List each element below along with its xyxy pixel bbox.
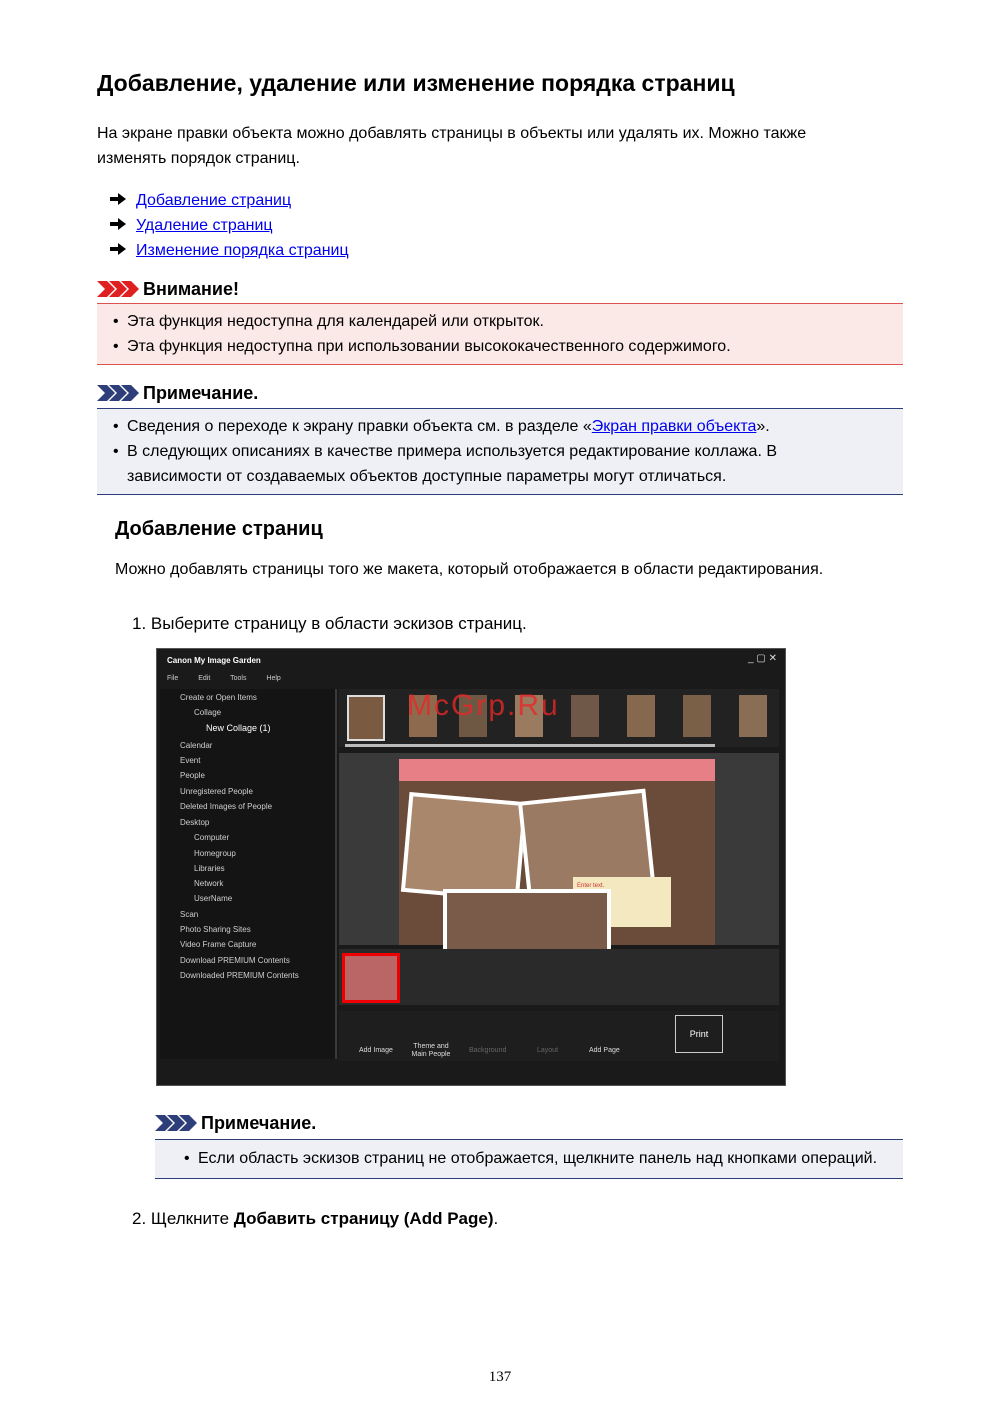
note-box-2 xyxy=(155,1139,903,1179)
tree-item: Homegroup xyxy=(194,849,236,858)
tree-item: Scan xyxy=(180,910,199,919)
link-row-delete[interactable] xyxy=(110,213,273,238)
section-heading: Добавление страниц xyxy=(115,518,323,540)
list-item: • Если область эскизов страниц не отображается, щелкните панель над кнопками операций. xyxy=(184,1150,878,1167)
step-1: 1. Выберите страницу в области эскизов страниц. xyxy=(132,614,527,633)
page-thumbnail-selected[interactable] xyxy=(342,953,400,1003)
page-thumbnail-area[interactable] xyxy=(339,949,779,1005)
operation-toolbar[interactable] xyxy=(339,1011,779,1061)
sidebar-tree[interactable] xyxy=(160,689,337,1059)
page-title: Добавление, удаление или изменение порядка страниц xyxy=(97,70,735,96)
app-title: Canon My Image Garden xyxy=(167,656,261,665)
tree-item: UserName xyxy=(194,894,233,903)
add-page-button[interactable]: Add Page xyxy=(589,1047,620,1054)
tree-item: Download PREMIUM Contents xyxy=(180,956,290,965)
photo-thumbnail xyxy=(627,695,655,737)
collage-canvas: Enter text. xyxy=(399,759,715,945)
note-chevrons-icon xyxy=(97,385,139,401)
list-item: • В следующих описаниях в качестве примера используется редактирование коллажа. В xyxy=(113,443,778,460)
tree-item: Collage xyxy=(194,708,222,717)
note-heading: Примечание. xyxy=(97,380,258,406)
edit-area[interactable] xyxy=(339,753,779,945)
layout-button[interactable]: Layout xyxy=(537,1047,559,1054)
link-row-add[interactable] xyxy=(110,188,291,213)
link-reorder-pages[interactable]: Изменение порядка страниц xyxy=(136,242,349,259)
step-2: 2. Щелкните Добавить страницу (Add Page). xyxy=(132,1209,499,1228)
print-button[interactable]: Print xyxy=(675,1015,723,1053)
tree-item: Network xyxy=(194,879,224,888)
note-chevrons-icon xyxy=(155,1115,197,1131)
warning-box xyxy=(97,303,903,365)
background-button[interactable]: Background xyxy=(469,1047,507,1054)
menu-bar[interactable]: File Edit Tools Help xyxy=(167,675,281,682)
photo-thumbnail xyxy=(739,695,767,737)
arrow-right-icon xyxy=(110,243,126,255)
list-item: • Эта функция недоступна для календарей или открыток. xyxy=(113,313,544,330)
arrow-right-icon xyxy=(110,218,126,230)
strip-scrollbar[interactable] xyxy=(345,744,715,747)
tree-item: Calendar xyxy=(180,741,213,750)
list-item: • Сведения о переходе к экрану правки объекта см. в разделе «Экран правки объекта». xyxy=(113,418,770,435)
tree-item: Create or Open Items xyxy=(180,693,257,702)
tree-item: Desktop xyxy=(180,818,210,827)
link-add-pages[interactable]: Добавление страниц xyxy=(136,192,292,209)
link-delete-pages[interactable]: Удаление страниц xyxy=(136,217,273,234)
tree-item: People xyxy=(180,771,205,780)
list-item: • Эта функция недоступна при использовании высококачественного содержимого. xyxy=(113,338,731,355)
tree-item: Downloaded PREMIUM Contents xyxy=(180,971,299,980)
arrow-right-icon xyxy=(110,193,126,205)
list-item-continuation: зависимости от создаваемых объектов доступные параметры могут отличаться. xyxy=(127,468,727,485)
photo-thumbnail xyxy=(347,695,385,741)
section-description: Можно добавлять страницы того же макета, который отображается в области редактирования. xyxy=(115,561,824,578)
tree-item: Unregistered People xyxy=(180,787,253,796)
tree-item-selected: New Collage (1) xyxy=(206,723,271,733)
tree-item: Event xyxy=(180,756,201,765)
intro-paragraph: На экране правки объекта можно добавлять страницы в объекты или удалять их. Можно также изменять порядок страниц. xyxy=(97,125,807,167)
photo-thumbnail xyxy=(683,695,711,737)
theme-button[interactable]: Theme and Main People xyxy=(411,1043,451,1058)
tree-item: Photo Sharing Sites xyxy=(180,925,251,934)
note-heading-2: Примечание. xyxy=(155,1110,316,1136)
tree-item: Libraries xyxy=(194,864,225,873)
window-controls[interactable]: _ ▢ ✕ xyxy=(748,653,777,664)
tree-item: Computer xyxy=(194,833,230,842)
link-edit-screen[interactable]: Экран правки объекта xyxy=(591,418,757,435)
warning-heading: Внимание! xyxy=(97,276,239,302)
warning-chevrons-icon xyxy=(97,281,139,297)
page-number: 137 xyxy=(488,1369,512,1385)
add-image-button[interactable]: Add Image xyxy=(359,1047,393,1054)
note-box xyxy=(97,408,903,495)
link-row-reorder[interactable] xyxy=(110,238,349,263)
photo-thumbnail xyxy=(571,695,599,737)
app-screenshot xyxy=(156,648,786,1086)
tree-item: Deleted Images of People xyxy=(180,802,273,811)
tree-item: Video Frame Capture xyxy=(180,940,257,949)
watermark: McGrp.Ru xyxy=(407,689,560,722)
